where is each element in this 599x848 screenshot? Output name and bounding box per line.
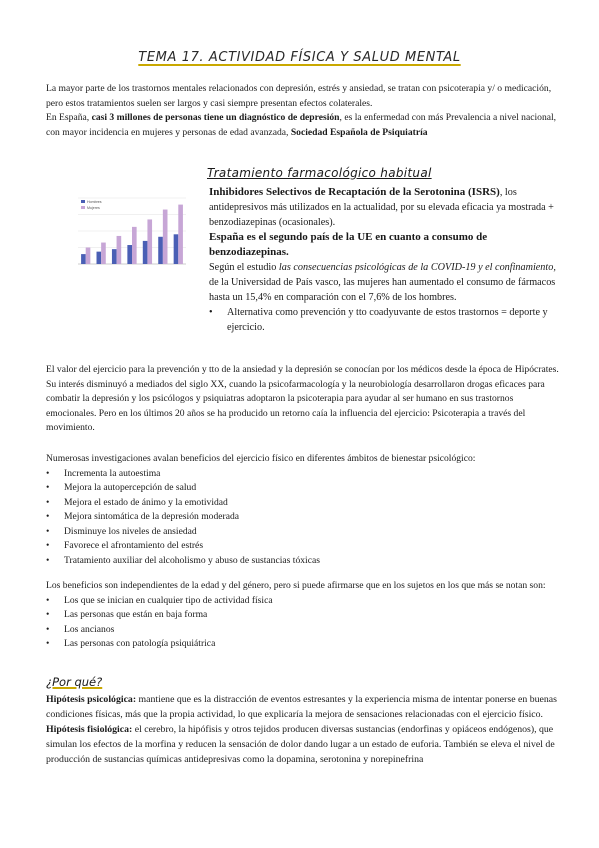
list-item: • Las personas que están en baja forma <box>46 608 566 623</box>
benefits-section <box>46 452 566 568</box>
history-paragraph: El valor del ejercicio para la prevención y tto de la ansiedad y la depresión se conocían por los médicos desde la época de Hipócrates. Su interés disminuyó a mediados del siglo XX, cuando la psicofarmacología y la neurobiología desarrollaron drogas eficaces para combatir la depresión y los psicólogos y psiquiatras adoptaron la psicoterapia para ayudar al ser humano en sus trastornos emocionales. Pero en los últimos 20 años se ha producido un retorno caía la influencia del ejercicio: Psicoterapia a través del movimiento. <box>46 364 559 433</box>
pharma-heading: Tratamiento farmacológico habitual <box>207 166 432 180</box>
chart-bar <box>178 205 183 264</box>
bar-chart <box>62 190 192 275</box>
page-title: TEMA 17. ACTIVIDAD FÍSICA Y SALUD MENTAL <box>138 50 461 65</box>
chart-bar <box>163 210 168 264</box>
legend-label: Hombres <box>87 200 102 204</box>
chart-bar <box>117 236 122 264</box>
list-item: • Mejora la autopercepción de salud <box>46 481 566 496</box>
chart-bar <box>81 254 86 264</box>
intro-paragraph <box>46 82 566 140</box>
chart-bar <box>86 248 91 265</box>
benefits-intro: Numerosas investigaciones avalan beneficios del ejercicio físico en diferentes ámbitos de bienestar psicológico: <box>46 453 476 464</box>
list-item: • Tratamiento auxiliar del alcoholismo y abuso de sustancias tóxicas <box>46 554 566 569</box>
chart-bar <box>101 243 106 264</box>
list-item: • Favorece el afrontamiento del estrés <box>46 539 566 554</box>
list-item: • Los ancianos <box>46 623 566 638</box>
chart-bars <box>81 205 183 264</box>
chart-bar <box>158 237 163 264</box>
why-heading: ¿Por qué? <box>46 675 103 689</box>
chart-legend <box>81 200 102 210</box>
spain-paragraph: España es el segundo país de la UE en cuanto a consumo de benzodiazepinas. <box>209 231 488 258</box>
chart-bar <box>112 249 117 264</box>
chart-bar <box>132 227 137 264</box>
groups-list <box>46 594 566 652</box>
legend-swatch <box>81 206 85 209</box>
list-item: • Incrementa la autoestima <box>46 467 566 482</box>
chart-bar <box>127 245 132 264</box>
legend-swatch <box>81 200 85 203</box>
groups-intro: Los beneficios son independientes de la edad y del género, pero si puede afirmarse que en los sujetos en los que más se notan son: <box>46 580 546 591</box>
intro-text-2: En España, casi 3 millones de personas tiene un diagnóstico de depresión, es la enfermedad con más Prevalencia a nivel nacional, con mayor incidencia en mujeres y personas de edad avanzada, Sociedad Española de Psiquiatría <box>46 112 557 138</box>
alternative-bullet: • Alternativa como prevención y tto coadyuvante de estos trastornos = deporte y ejercicio. <box>209 305 559 335</box>
chart-bar <box>174 234 179 264</box>
psychological-hypothesis: Hipótesis psicológica: mantiene que es la distracción de eventos estresantes y la experiencia misma de intentar ponerse en buenas condiciones físicas, más que la propia actividad, lo que explicaría la mejora de sensaciones relacionadas con el ejercicio físico. <box>46 694 557 720</box>
why-section <box>46 692 566 767</box>
list-item: • Disminuye los niveles de ansiedad <box>46 525 566 540</box>
physiological-hypothesis: Hipótesis fisiológica: el cerebro, la hipófisis y otros tejidos producen diversas sustancias (endorfinas y opiáceos endógenos), que simulan los efectos de la morfina y reducen la sensación de dolor dando lugar a un estado de euforia. También se eleva el nivel de producción de sustancias químicas antidepresivas como la dopamina, serotonina y norepinefrina <box>46 724 555 765</box>
study-paragraph: Según el estudio las consecuencias psicológicas de la COVID-19 y el confinamiento, de la Universidad de País vasco, las mujeres han aumentado el consumo de fármacos hasta un 15,4% en comparación con el 7,6% de los hombres. <box>209 262 556 303</box>
legend-label: Mujeres <box>87 206 100 210</box>
list-item: • Mejora sintomática de la depresión moderada <box>46 510 566 525</box>
chart-bar <box>97 252 102 264</box>
isrs-paragraph: Inhibidores Selectivos de Recaptación de la Serotonina (ISRS), los antidepresivos más utilizados en la actualidad, por su elevada eficacia ya mostrada + benzodiazepinas (ocasionales). <box>209 186 554 228</box>
list-item: • Mejora el estado de ánimo y la emotividad <box>46 496 566 511</box>
intro-text-1: La mayor parte de los trastornos mentales relacionados con depresión, estrés y ansiedad, se tratan con psicoterapia y/ o medicación, pero estos tratamientos suelen ser largos y casi siempre presentan efectos colaterales. <box>46 83 552 109</box>
list-item: • Los que se inician en cualquier tipo de actividad física <box>46 594 566 609</box>
pharma-text <box>209 185 559 335</box>
list-item: • Las personas con patología psiquiátrica <box>46 637 566 652</box>
chart-bar <box>143 241 148 264</box>
benefits-list <box>46 467 566 569</box>
chart-bar <box>147 219 152 264</box>
groups-section <box>46 579 566 652</box>
